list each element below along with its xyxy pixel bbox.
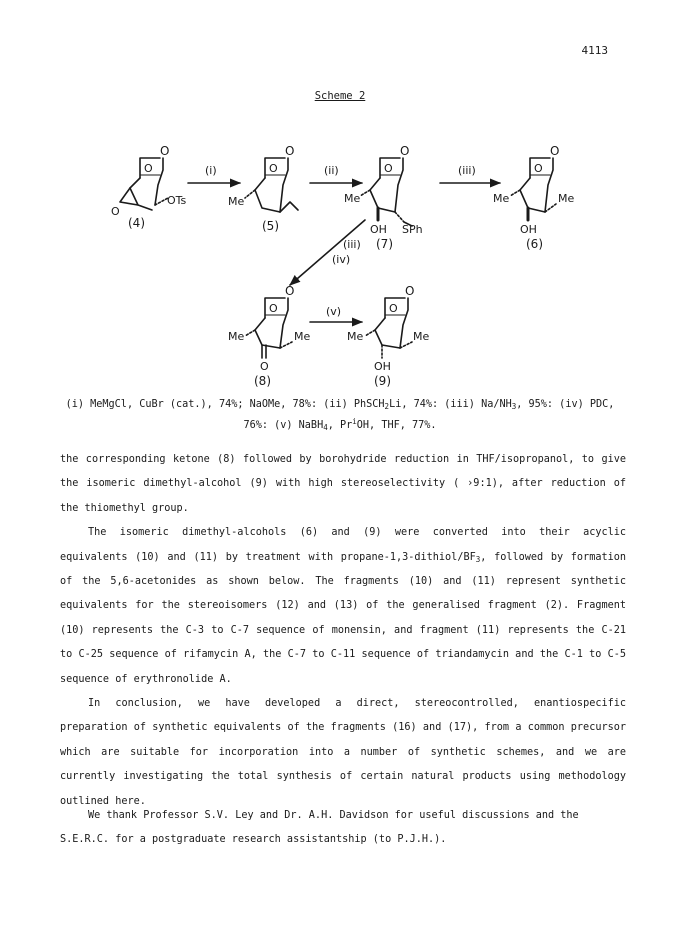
- atom-label-o: O: [111, 205, 120, 218]
- atom-label-o: O: [550, 144, 560, 158]
- atom-label-me: Me: [294, 330, 311, 343]
- atom-label-o: O: [400, 144, 410, 158]
- step-label-iv: (iv): [332, 253, 351, 266]
- compound-label-9: (9): [374, 374, 391, 388]
- arrow-step-iii-iv: [290, 220, 365, 285]
- atom-label-sph: SPh: [402, 223, 423, 236]
- atom-label-o: O: [384, 162, 393, 175]
- atom-label-me: Me: [228, 195, 245, 208]
- compound-label-4: (4): [128, 216, 145, 230]
- atom-label-o: O: [285, 144, 295, 158]
- step-label-iii: (iii): [458, 164, 476, 177]
- atom-label-me: Me: [493, 192, 510, 205]
- paragraph: In conclusion, we have developed a direct, stereocontrolled, enantiospecific preparation of synthetic equivalents of the fragments (16) and (17), from a common precursor which are suitable for incorporation into a number of synthetic schemes, and we are currently investigating the total synthesis of certain natural products using methodology outlined here.: [60, 698, 626, 807]
- atom-label-me: Me: [228, 330, 245, 343]
- atom-label-me: Me: [558, 192, 575, 205]
- compound-label-5: (5): [262, 219, 279, 233]
- scheme-caption: [0, 399, 680, 431]
- atom-label-o: O: [260, 360, 269, 373]
- paragraph: The isomeric dimethyl-alcohols (6) and (9) were converted into their acyclic equivalents (10) and (11) by treatment with propane-$1,3-dithiol/BF_3$, followed by formation of the 5,6-acetonides as shown below. The fragments (10) and (11) represent synthetic equivalents for the stereoisomers (12) and (13) of the generalised fragment (2). Fragment (10) represents the C-3 to C-7 sequence of monensin, and fragment (11) represents the C-21 to C-25 sequence of rifamycin A, the C-7 to C-11 sequence of triandamycin and the C-1 to C-5 sequence of erythronolide A.: [60, 527, 626, 685]
- atom-label-oh: OH: [370, 223, 387, 236]
- scheme-title: Scheme 2: [314, 90, 366, 102]
- body-text: [60, 448, 626, 814]
- page-number: 4113: [581, 44, 608, 57]
- compound-label-6: (6): [526, 237, 543, 251]
- caption-line-1: (i) MeMgCl, CuBr (cat.), 74%; NaOMe, 78%: (ii) PhSCH$_2$Li, 74%: (iii) $Na/NH_3$, 95%: (iv) PDC,: [65, 399, 615, 411]
- atom-label-me: Me: [347, 330, 364, 343]
- atom-label-o: O: [269, 162, 278, 175]
- atom-label-o: O: [534, 162, 543, 175]
- atom-label-o: O: [160, 144, 170, 158]
- step-label-v: (v): [326, 305, 342, 318]
- atom-label-o: O: [389, 302, 398, 315]
- atom-label-o: O: [405, 284, 415, 298]
- step-label-i: (i): [205, 164, 217, 177]
- atom-label-o: O: [285, 284, 295, 298]
- acknowledgement: We thank Professor S.V. Ley and Dr. A.H. Davidson for useful discussions and the S.E.R.C. for a postgraduate research assistantship (to P.J.H.).: [60, 810, 579, 845]
- step-label-iii: (iii): [343, 238, 361, 251]
- atom-label-me: Me: [413, 330, 430, 343]
- step-label-ii: (ii): [324, 164, 339, 177]
- reaction-scheme: [0, 130, 680, 390]
- atom-label-oh: OH: [374, 360, 391, 373]
- atom-label-o: O: [144, 162, 153, 175]
- paragraph: the corresponding ketone (8) followed by borohydride reduction in THF/isopropanol, to give the isomeric dimethyl-alcohol (9) with high stereoselectivity ( ›9:1), after reduction of the thiomethyl group.: [60, 454, 626, 514]
- atom-label-o: O: [269, 302, 278, 315]
- compound-label-8: (8): [254, 374, 271, 388]
- compound-label-7: (7): [376, 237, 393, 251]
- caption-line-2: 76%: (v) NaBH$_4$, Pr$^i$OH, THF, 77%.: [243, 417, 437, 432]
- atom-label-oh: OH: [520, 223, 537, 236]
- atom-label-me: Me: [344, 192, 361, 205]
- compound-6-structure: [510, 158, 556, 220]
- atom-label-ots: OTs: [167, 194, 187, 207]
